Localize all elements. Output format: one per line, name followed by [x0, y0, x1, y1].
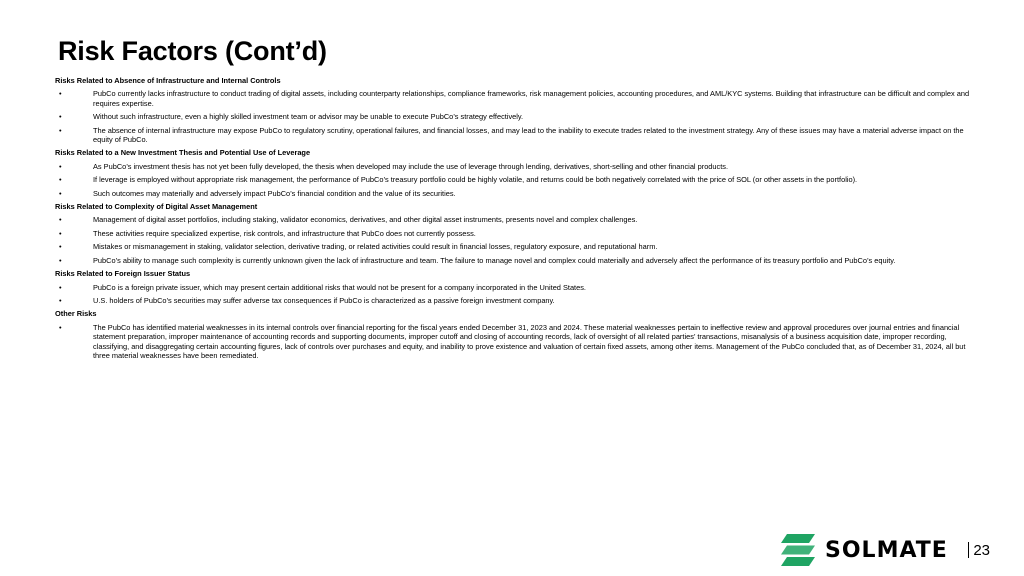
section-heading: Risks Related to Absence of Infrastructure and Internal Controls [55, 76, 281, 85]
bullet-text: Mistakes or mismanagement in staking, validator selection, derivative trading, or related activities could result in financial losses, regulatory exposure, and reputational harm. [93, 242, 658, 252]
bullet-icon: • [59, 215, 62, 225]
bullet-icon: • [59, 125, 62, 135]
section-heading: Risks Related to a New Investment Thesis and Potential Use of Leverage [55, 148, 311, 158]
list-item [55, 323, 975, 361]
bullet-list [55, 89, 975, 144]
bullet-icon: • [59, 188, 62, 198]
bullet-text: Such outcomes may materially and adversely impact PubCo’s financial condition and the value of its securities. [93, 188, 456, 198]
bullet-text: If leverage is employed without appropriate risk management, the performance of PubCo’s treasury portfolio could be highly volatile, and returns could be both negatively correlated with the price of SOL (or other assets in the portfolio). [93, 175, 858, 185]
bullet-text: The absence of internal infrastructure may expose PubCo to regulatory scrutiny, operational failures, and financial losses, and may lead to the inability to execute trades related to the investment strategy. Any of these issues may have a material adverse impact on the equity of PubCo. [93, 125, 964, 145]
section-heading: Risks Related to Complexity of Digital Asset Management [55, 202, 258, 212]
solmate-logo-icon [781, 534, 815, 566]
page-number: 23 [973, 541, 990, 559]
list-item [55, 215, 975, 224]
bullet-icon: • [59, 161, 62, 171]
list-item [55, 89, 975, 108]
bullet-text: Management of digital asset portfolios, including staking, validator economics, derivatives, and other digital asset instruments, presents novel and complex challenges. [93, 215, 638, 225]
bullet-icon: • [59, 228, 62, 238]
page-number-divider [968, 542, 970, 558]
list-item [55, 126, 975, 145]
bullet-icon: • [59, 255, 62, 265]
section [55, 309, 975, 360]
list-item [55, 229, 975, 238]
list-item [55, 112, 975, 121]
bullet-icon: • [59, 282, 62, 292]
bullet-text: PubCo is a foreign private issuer, which may present certain additional risks that would not be present for a company incorporated in the United States. [93, 282, 586, 292]
bullet-text: The PubCo has identified material weaknesses in its internal controls over financial reporting for the fiscal years ended December 31, 2023 and 2024. These material weaknesses pertain to ineffective review and approval procedures over journal entries and financial statement preparation, improper maintenance of accounting records and supporting documents, improper cutoff and closing of accounting records, lack of oversight of all related parties’ transactions, misanalysis of a business acquisition date, improper recording, classifying, and disaggregating certain accounting figures, lack of controls over purchases and equity, and inability to prove existence and valuation of certain fixed assets, among other items. Management of the PubCo concluded that, as of December 31, 2024, all but three material weaknesses have been remediated. [93, 322, 966, 360]
logo-wordmark: SOLMATE [825, 537, 948, 563]
section-heading: Other Risks [55, 309, 97, 319]
list-item [55, 296, 975, 305]
section [55, 148, 975, 198]
bullet-list [55, 323, 975, 361]
bullet-text: U.S. holders of PubCo’s securities may suffer adverse tax consequences if PubCo is characterized as a passive foreign investment company. [93, 295, 555, 305]
bullet-text: Without such infrastructure, even a highly skilled investment team or advisor may be unable to execute PubCo’s strategy effectively. [93, 112, 524, 122]
bullet-icon: • [59, 89, 62, 99]
bullet-list [55, 283, 975, 306]
list-item [55, 162, 975, 171]
list-item [55, 283, 975, 292]
section [55, 76, 975, 144]
bullet-icon: • [59, 112, 62, 122]
bullet-text: These activities require specialized expertise, risk controls, and infrastructure that PubCo does not currently possess. [93, 228, 476, 238]
page-title: Risk Factors (Cont’d) [58, 36, 327, 66]
risk-factors-body [55, 76, 975, 364]
bullet-text: PubCo currently lacks infrastructure to conduct trading of digital assets, including counterparty relationships, compliance frameworks, risk management policies, accounting procedures, and AML/KYC systems. Building that infrastructure can be difficult and complex and requires expertise. [93, 89, 970, 108]
bullet-list [55, 215, 975, 265]
list-item [55, 256, 975, 265]
bullet-icon: • [59, 295, 62, 305]
bullet-icon: • [59, 322, 62, 332]
section [55, 202, 975, 265]
bullet-list [55, 162, 975, 198]
bullet-text: PubCo’s ability to manage such complexity is currently unknown given the lack of infrastructure and team. The failure to manage novel and complex could materially and adversely affect the performance of its treasury portfolio and PubCo’s equity. [93, 255, 896, 265]
bullet-icon: • [59, 175, 62, 185]
bullet-icon: • [59, 242, 62, 252]
bullet-text: As PubCo’s investment thesis has not yet been fully developed, the thesis when developed may include the use of leverage through lending, derivatives, short-selling and other financial products. [93, 161, 729, 171]
list-item [55, 175, 975, 184]
footer [781, 534, 990, 566]
list-item [55, 189, 975, 198]
section-heading: Risks Related to Foreign Issuer Status [55, 269, 191, 279]
section [55, 269, 975, 305]
list-item [55, 242, 975, 251]
